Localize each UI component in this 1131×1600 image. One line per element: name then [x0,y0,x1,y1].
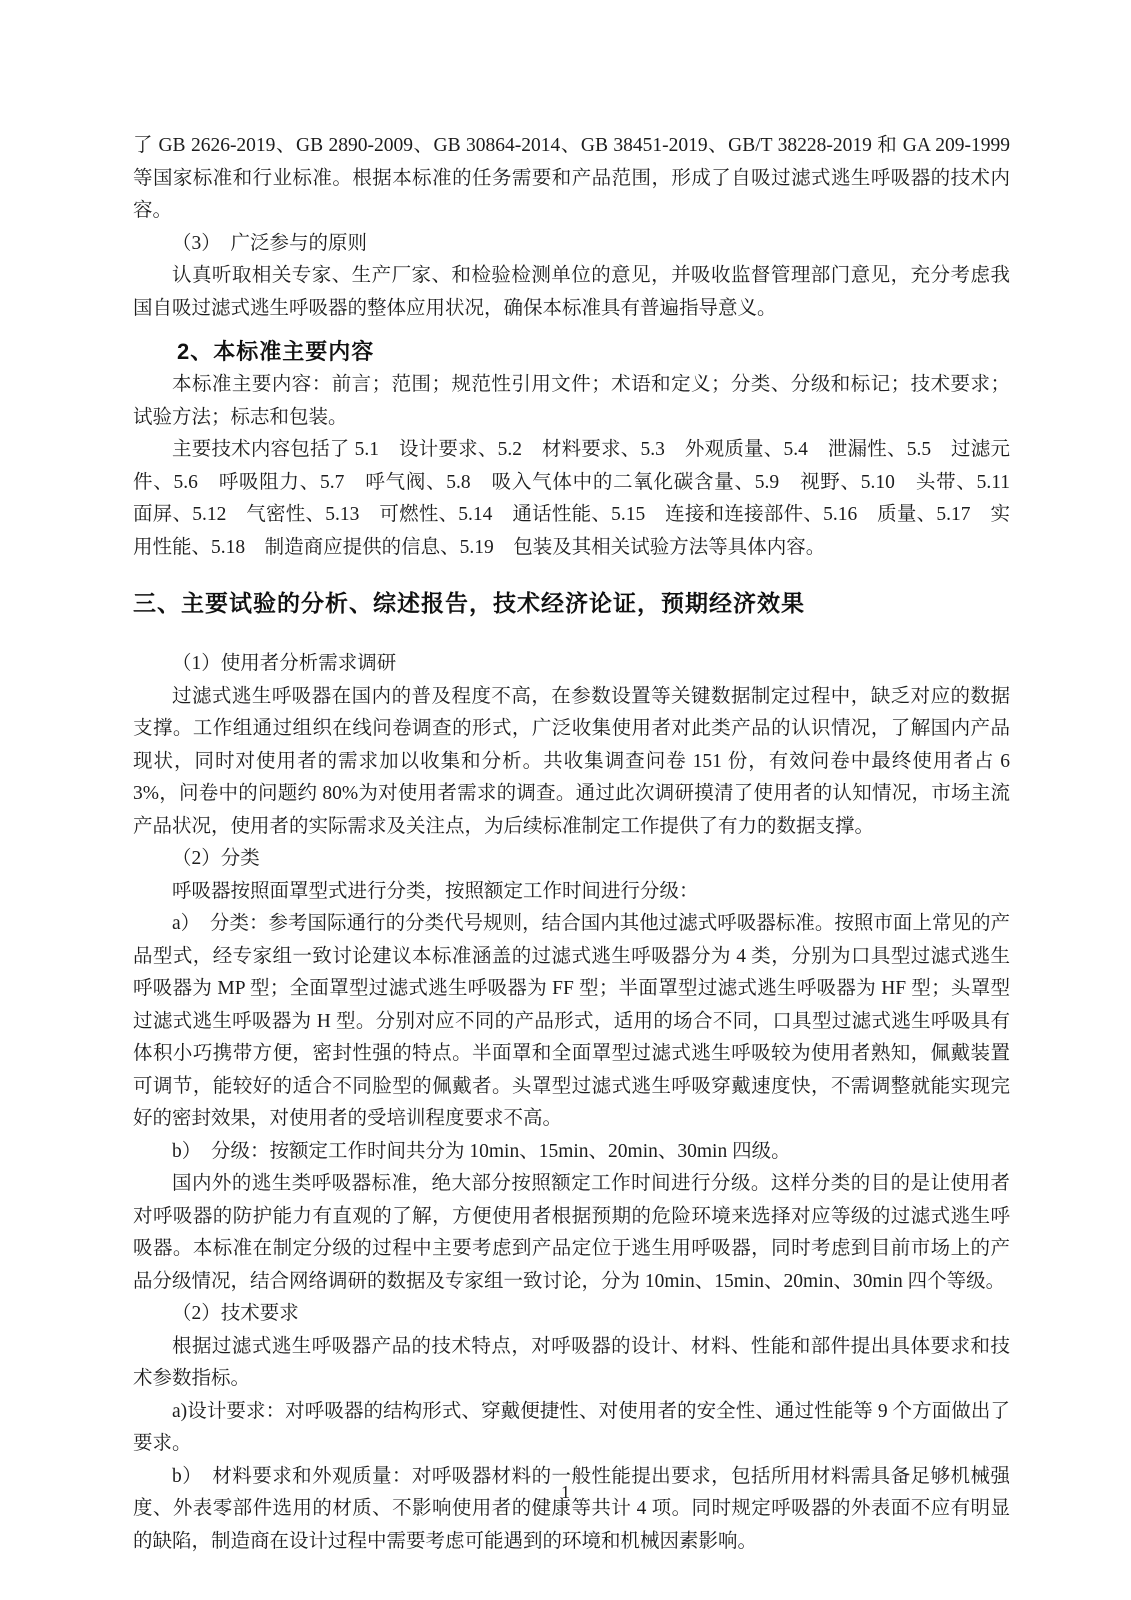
paragraph-main-content-overview: 本标准主要内容：前言；范围；规范性引用文件；术语和定义；分类、分级和标记；技术要求；试验方法；标志和包装。 [133,374,1010,428]
paragraph-technical-content-list: 主要技术内容包括了 5.1 设计要求、5.2 材料要求、5.3 外观质量、5.4 泄漏性、5.5 过滤元件、5.6 呼吸阻力、5.7 呼气阀、5.8 吸入气体中的二氧化碳含量、5.9 视野、5.10 头带、5.11 面屏、5.12 气密性、5.13 可燃性、5.14 通话性能、5.15 连接和连接部件、5.16 质量、5.17 实用性能、5.18 制造商应提供的信息、5.19 包装及其相关试验方法等具体内容。 [133,439,1030,558]
sub-heading-standard-main-content: 2、本标准主要内容 [177,339,375,364]
list-item-technical-requirements: （2）技术要求 [172,1303,299,1324]
list-item-classification: （2）分类 [172,848,260,869]
paragraph-requirements-intro: 根据过滤式逃生呼吸器产品的技术特点，对呼吸器的设计、材料、性能和部件提出具体要求和技术参数指标。 [133,1335,1010,1389]
paragraph-survey-results: 过滤式逃生呼吸器在国内的普及程度不高，在参数设置等关键数据制定过程中，缺乏对应的数据支撑。工作组通过组织在线问卷调查的形式，广泛收集使用者对此类产品的认识情况，了解国内产品现状，同时对使用者的需求加以收集和分析。共收集调查问卷 151 份，有效问卷中最终使用者占 63%，问卷中的问题约 80%为对使用者需求的调查。通过此次调研摸清了使用者的认知情况，市场主流产品状况，使用者的实际需求及关注点，为后续标准制定工作提供了有力的数据支撑。 [133,685,1010,837]
page-number: 1 [561,1482,570,1502]
section-heading-main-tests-analysis: 三、主要试验的分析、综述报告，技术经济论证，预期经济效果 [133,590,805,616]
list-item-principle-3: （3） 广泛参与的原则 [172,232,368,254]
paragraph-standards-references: 了 GB 2626-2019、GB 2890-2009、GB 30864-2014、GB 38451-2019、GB/T 38228-2019 和 GA 209-1999 等国家标准和行业标准。根据本标准的任务需要和产品范围，形成了自吸过滤式逃生呼吸器的技术内容。 [133,135,1010,221]
list-item-user-research: （1）使用者分析需求调研 [172,653,397,674]
paragraph-classification-intro: 呼吸器按照面罩型式进行分类，按照额定工作时间进行分级： [172,880,699,902]
paragraph-design-requirements: a)设计要求：对呼吸器的结构形式、穿戴便捷性、对使用者的安全性、通过性能等 9 个方面做出了要求。 [133,1400,1010,1454]
paragraph-material-requirements: b） 材料要求和外观质量：对呼吸器材料的一般性能提出要求，包括所用材料需具备足够机械强度、外表零部件选用的材质、不影响使用者的健康等共计 4 项。同时规定呼吸器的外表面不应有明显的缺陷，制造商在设计过程中需要考虑可能遇到的环境和机械因素影响。 [133,1465,1010,1552]
paragraph-grading-levels: b） 分级：按额定工作时间共分为 10min、15min、20min、30min 四级。 [172,1140,791,1162]
paragraph-grading-rationale: 国内外的逃生类呼吸器标准，绝大部分按照额定工作时间进行分级。这样分类的目的是让使用者对呼吸器的防护能力有直观的了解，方便使用者根据预期的危险环境来选择对应等级的过滤式逃生呼吸器。本标准在制定分级的过程中主要考虑到产品定位于逃生用呼吸器，同时考虑到目前市场上的产品分级情况，结合网络调研的数据及专家组一致讨论，分为 10min、15min、20min、30min 四个等级。 [133,1173,1010,1292]
paragraph-classification-types: a） 分类：参考国际通行的分类代号规则，结合国内其他过滤式呼吸器标准。按照市面上常见的产品型式，经专家组一致讨论建议本标准涵盖的过滤式逃生呼吸器分为 4 类，分别为口具型过滤式逃生呼吸器为 MP 型；全面罩型过滤式逃生呼吸器为 FF 型；半面罩型过滤式逃生呼吸器为 HF 型；头罩型过滤式逃生呼吸器为 H 型。分别对应不同的产品形式，适用的场合不同，口具型过滤式逃生呼吸具有体积小巧携带方便，密封性强的特点。半面罩和全面罩型过滤式逃生呼吸较为使用者熟知，佩戴装置可调节，能较好的适合不同脸型的佩戴者。头罩型过滤式逃生呼吸穿戴速度快，不需调整就能实现完好的密封效果，对使用者的受培训程度要求不高。 [133,913,1010,1129]
paragraph-expert-opinions: 认真听取相关专家、生产厂家、和检验检测单位的意见，并吸收监督管理部门意见，充分考虑我国自吸过滤式逃生呼吸器的整体应用状况，确保本标准具有普遍指导意义。 [133,265,1010,319]
